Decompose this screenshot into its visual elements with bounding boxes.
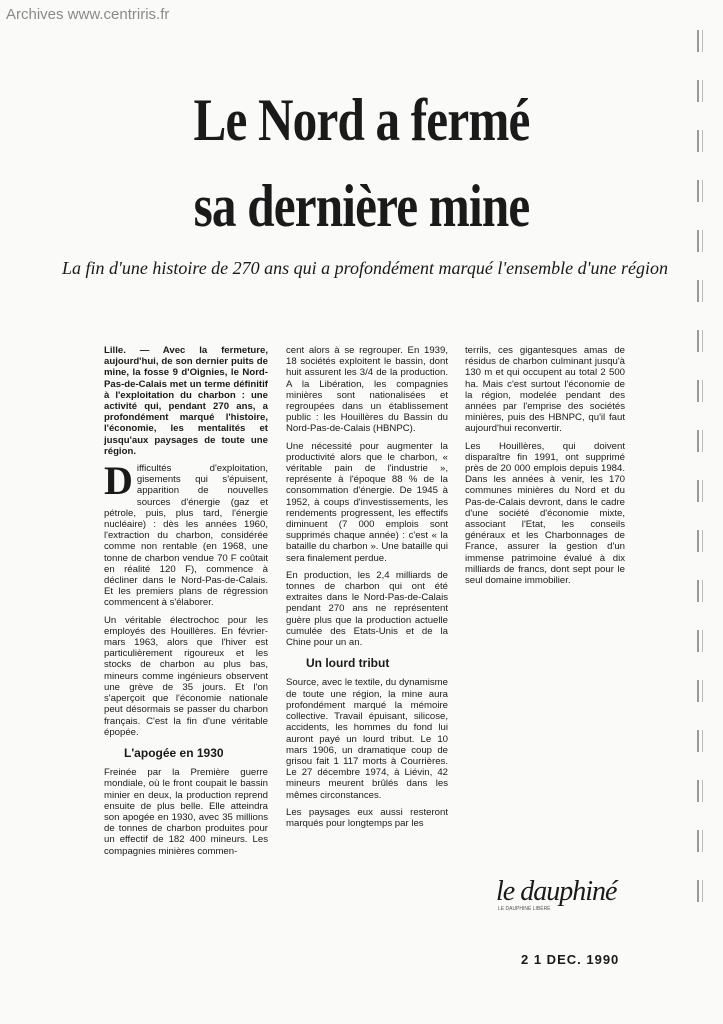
headline-line-1: Le Nord a fermé bbox=[193, 87, 530, 153]
article-paragraph: Source, avec le textile, du dynamisme de toute une région, la mine aura profondément marqué la mémoire collective. Travail épuisant, silicose, accidents, les hommes du fond lui auront payé un lourd tribut. Le 10 mars 1906, un dramatique coup de grisou fait 1 117 morts à Courrières. Le 27 décembre 1974, à Liévin, 42 mineurs meurent brûlés dans les mêmes circonstances. bbox=[286, 677, 448, 801]
binding-mark bbox=[697, 580, 703, 602]
binding-marks bbox=[697, 30, 703, 930]
binding-mark bbox=[697, 230, 703, 252]
binding-mark bbox=[697, 30, 703, 52]
binding-mark bbox=[697, 380, 703, 402]
article-column-2 bbox=[286, 345, 448, 835]
binding-mark bbox=[697, 780, 703, 802]
binding-mark bbox=[697, 130, 703, 152]
article-lead: Lille. — Avec la fermeture, aujourd'hui, de son dernier puits de mine, la fosse 9 d'Oignies, le Nord-Pas-de-Calais met un terme définitif à l'exploitation du charbon : une activité qui, pendant 270 ans, a profondément marqué l'histoire, l'économie, les mentalités et jusqu'aux paysages de toute une région. bbox=[104, 345, 268, 457]
binding-mark bbox=[697, 80, 703, 102]
binding-mark bbox=[697, 530, 703, 552]
binding-mark bbox=[697, 180, 703, 202]
binding-mark bbox=[697, 880, 703, 902]
binding-mark bbox=[697, 280, 703, 302]
article-paragraph: cent alors à se regrouper. En 1939, 18 sociétés exploitent le bassin, dont huit assurent les 3/4 de la production. A la Libération, les compagnies minières sont nationalisées et regroupées dans un établissement public : les Houillères du Bassin du Nord-Pas-de-Calais (HBNPC). bbox=[286, 345, 448, 435]
article-paragraph: Freinée par la Première guerre mondiale, où le front coupait le bassin minier en deux, la production reprend ensuite de plus belle. Elle atteindra son apogée en 1930, avec 35 millions de tonnes de charbon produites pour un effectif de 182 400 mineurs. Les compagnies minières commen- bbox=[104, 767, 268, 857]
article-paragraph: Les Houillères, qui doivent disparaître fin 1991, ont supprimé près de 20 000 emplois depuis 1984. Dans les années à venir, les 170 communes minières du Nord et du Pas-de-Calais devront, dans le cadre d'une société d'économie mixte, associant l'Etat, les conseils généraux et les Charbonnages de France, assurer la gestion d'un immense patrimoine évalué à dix milliards de francs, dont sept pour le seul domaine immobilier. bbox=[465, 440, 625, 587]
article-paragraph: Les paysages eux aussi resteront marqués pour longtemps par les bbox=[286, 806, 448, 829]
article-paragraph: Une nécessité pour augmenter la productivité alors que le charbon, « véritable pain de l'industrie », représente à l'époque 88 % de la consommation d'énergie. De 1945 à 1952, à coups d'investissements, les rendements progressent, les effectifs diminuent (7 000 emplois sont supprimés chaque année) : c'est « la bataille du charbon ». Une bataille qui sera finalement perdue. bbox=[286, 440, 448, 564]
article-paragraph: En production, les 2,4 milliards de tonnes de charbon qui ont été extraites dans le Nord-Pas-de-Calais pendant 270 ans ne représentent guère plus que la production actuelle cumulée des Etats-Unis et de la Chine pour un an. bbox=[286, 569, 448, 649]
binding-mark bbox=[697, 680, 703, 702]
binding-mark bbox=[697, 730, 703, 752]
section-heading: L'apogée en 1930 bbox=[124, 745, 224, 760]
headline-line-2: sa dernière mine bbox=[193, 173, 530, 239]
paragraph-text: ifficultés d'exploitation, gisements qui s'épuisent, apparition de nouvelles sources d'énergie (gaz et pétrole, puis, plus tard, l'énergie nucléaire) : dès les années 1960, l'extraction du charbon, considérée comme non rentable (en 1968, une tonne de charbon vendue 70 F coûtait en réalité 120 F), commence à décliner dans le Nord-Pas-de-Calais. Et les premiers plans de régression commencent à s'élaborer. bbox=[104, 463, 268, 609]
article-paragraph: Un véritable électrochoc pour les employés des Houillères. En février-mars 1963, alors que l'hiver est particulièrement rigoureux et les stocks de charbon au plus bas, mineurs comme ingénieurs observent une grève de 35 jours. Et l'on s'aperçoit que l'économie nationale peut désormais se passer du charbon français. C'est la fin d'une véritable épopée. bbox=[104, 614, 268, 738]
binding-mark bbox=[697, 480, 703, 502]
binding-mark bbox=[697, 630, 703, 652]
binding-mark bbox=[697, 330, 703, 352]
publication-date: 2 1 DEC. 1990 bbox=[521, 952, 620, 967]
binding-mark bbox=[697, 430, 703, 452]
archive-source-label: Archives www.centriris.fr bbox=[6, 6, 170, 23]
subheadline: La fin d'une histoire de 270 ans qui a profondément marqué l'ensemble d'une région bbox=[62, 258, 668, 278]
binding-mark bbox=[697, 830, 703, 852]
article-paragraph bbox=[104, 458, 268, 609]
newspaper-logo: le dauphiné bbox=[496, 876, 617, 907]
article-column-3 bbox=[465, 345, 625, 592]
article-column-1 bbox=[104, 345, 268, 863]
section-heading: Un lourd tribut bbox=[306, 656, 390, 671]
article-paragraph: terrils, ces gigantesques amas de résidus de charbon culminant jusqu'à 130 m et qui occupent au total 2 500 ha. Mais c'est surtout l'économie de la région, modelée pendant des années par l'emprise des sociétés minières, puis des HBNPC, qu'il faut aujourd'hui reconvertir. bbox=[465, 345, 625, 435]
newspaper-logo-subtext: LE DAUPHINÉ LIBÉRÉ bbox=[498, 906, 551, 912]
drop-cap: D bbox=[104, 458, 133, 504]
